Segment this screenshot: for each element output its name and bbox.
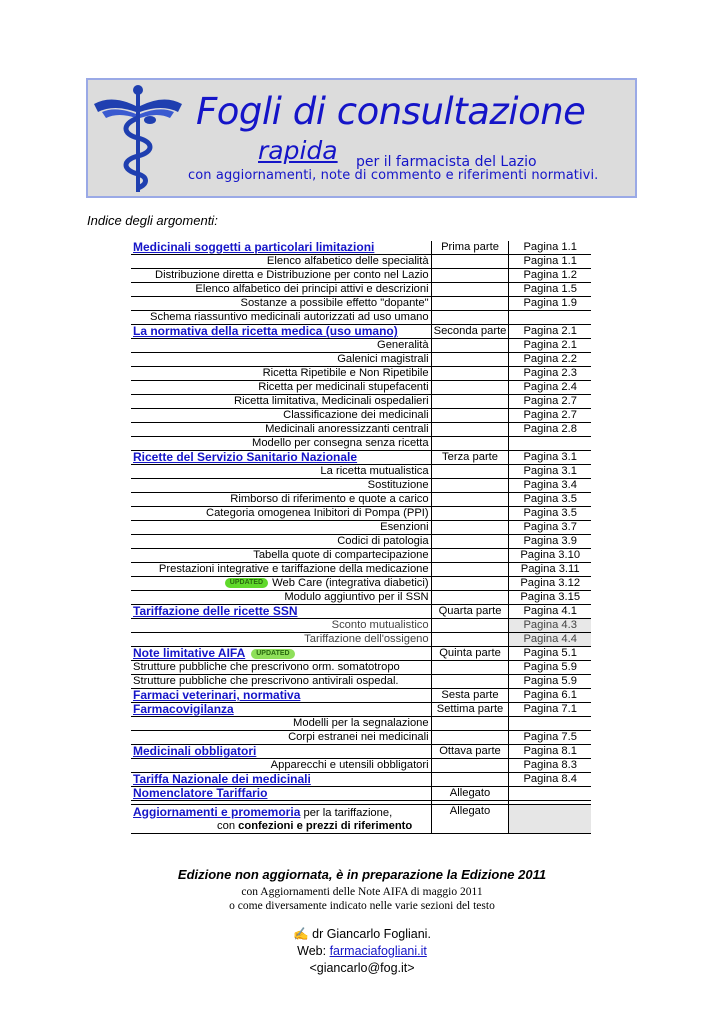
- toc-part: [431, 297, 509, 311]
- subtitle-farmacista: per il farmacista del Lazio: [356, 154, 537, 170]
- toc-part: [431, 423, 509, 437]
- toc-item-row: [131, 563, 591, 577]
- toc-topic: Codici di patologia: [131, 535, 431, 549]
- toc-item-row: [131, 717, 591, 731]
- toc-part: [431, 633, 509, 647]
- toc-topic: Sostanze a possibile effetto "dopante": [131, 297, 431, 311]
- toc-part: Terza parte: [431, 451, 509, 465]
- toc-topic[interactable]: La normativa della ricetta medica (uso umano): [131, 325, 431, 339]
- toc-item-row: [131, 619, 591, 633]
- toc-topic[interactable]: Medicinali soggetti a particolari limitazioni: [131, 241, 431, 255]
- toc-page: Pagina 5.1: [509, 647, 591, 661]
- toc-topic-label: Web Care (integrativa diabetici): [272, 577, 429, 589]
- toc-page: Pagina 4.4: [509, 633, 591, 647]
- toc-part: [431, 381, 509, 395]
- toc-topic: Ricetta Ripetibile e Non Ripetibile: [131, 367, 431, 381]
- toc-item-row: [131, 479, 591, 493]
- toc-part: [431, 353, 509, 367]
- toc-part: [431, 493, 509, 507]
- toc-item-row: [131, 675, 591, 689]
- toc-page: Pagina 3.12: [509, 577, 591, 591]
- toc-page: Pagina 2.2: [509, 353, 591, 367]
- toc-section-row: [131, 773, 591, 787]
- toc-page: Pagina 3.7: [509, 521, 591, 535]
- toc-part: [431, 437, 509, 451]
- toc-page: Pagina 1.2: [509, 269, 591, 283]
- toc-item-row: [131, 759, 591, 773]
- toc-page: Pagina 8.1: [509, 745, 591, 759]
- toc-item-row: [131, 465, 591, 479]
- toc-part: Ottava parte: [431, 745, 509, 759]
- toc-section-row: [131, 745, 591, 759]
- toc-item-row: [131, 269, 591, 283]
- toc-part: [431, 619, 509, 633]
- toc-part: [431, 563, 509, 577]
- toc-page: Pagina 2.8: [509, 423, 591, 437]
- toc-part: [431, 339, 509, 353]
- edition-note-2: o come diversamente indicato nelle varie sezioni del testo: [229, 900, 495, 912]
- toc-topic: Elenco alfabetico delle specialità: [131, 255, 431, 269]
- toc-page: Pagina 3.1: [509, 451, 591, 465]
- toc-page: Pagina 4.3: [509, 619, 591, 633]
- toc-page: Pagina 2.3: [509, 367, 591, 381]
- document-title: Fogli di consultazione: [196, 90, 586, 133]
- toc-item-row: [131, 437, 591, 451]
- updated-badge: UPDATED: [251, 649, 294, 659]
- toc-topic: Categoria omogenea Inibitori di Pompa (PPI): [131, 507, 431, 521]
- toc-page: Pagina 3.4: [509, 479, 591, 493]
- toc-topic: Tabella quote di compartecipazione: [131, 549, 431, 563]
- toc-item-row: [131, 339, 591, 353]
- toc-topic: Prestazioni integrative e tariffazione della medicazione: [131, 563, 431, 577]
- toc-topic[interactable]: Farmaci veterinari, normativa: [131, 689, 431, 703]
- toc-topic[interactable]: Nomenclatore Tariffario: [131, 787, 431, 801]
- toc-item-row: [131, 255, 591, 269]
- toc-page: Pagina 1.1: [509, 241, 591, 255]
- toc-part: [431, 521, 509, 535]
- toc-part: Allegato: [431, 805, 509, 834]
- toc-topic: [131, 577, 431, 591]
- toc-page: [509, 787, 591, 801]
- subtitle-rapida: rapida: [258, 136, 338, 165]
- edition-notice: Edizione non aggiornata, è in preparazione la Edizione 2011: [177, 867, 547, 882]
- toc-topic[interactable]: Medicinali obbligatori: [131, 745, 431, 759]
- toc-page: [509, 437, 591, 451]
- toc-topic: Modelli per la segnalazione: [131, 717, 431, 731]
- toc-part: [431, 465, 509, 479]
- toc-part: [431, 591, 509, 605]
- toc-topic: Schema riassuntivo medicinali autorizzati ad uso umano: [131, 311, 431, 325]
- toc-topic[interactable]: [131, 647, 431, 661]
- toc-topic: Tariffazione dell'ossigeno: [131, 633, 431, 647]
- pen-icon: ✍: [293, 927, 309, 941]
- toc-page: Pagina 2.7: [509, 409, 591, 423]
- website-link[interactable]: farmaciafogliani.it: [329, 944, 427, 958]
- toc-section-row: [131, 787, 591, 801]
- toc-topic: La ricetta mutualistica: [131, 465, 431, 479]
- toc-part: [431, 661, 509, 675]
- toc-part: [431, 395, 509, 409]
- toc-page: Pagina 1.1: [509, 255, 591, 269]
- toc-part: [431, 731, 509, 745]
- toc-page: Pagina 8.4: [509, 773, 591, 787]
- toc-item-row: [131, 521, 591, 535]
- toc-item-row: [131, 577, 591, 591]
- subtitle-aggiornamenti: con aggiornamenti, note di commento e riferimenti normativi.: [188, 168, 599, 183]
- toc-topic: Generalità: [131, 339, 431, 353]
- toc-item-row: [131, 381, 591, 395]
- toc-page: Pagina 3.11: [509, 563, 591, 577]
- toc-part: [431, 367, 509, 381]
- toc-section-row: [131, 605, 591, 619]
- aggiornamenti-rest: per la tariffazione,: [300, 806, 393, 819]
- toc-item-row: [131, 395, 591, 409]
- toc-topic: Sostituzione: [131, 479, 431, 493]
- toc-part: [431, 535, 509, 549]
- toc-page: Pagina 2.7: [509, 395, 591, 409]
- toc-page: Pagina 8.3: [509, 759, 591, 773]
- toc-topic: Ricetta per medicinali stupefacenti: [131, 381, 431, 395]
- toc-page: Pagina 3.5: [509, 507, 591, 521]
- toc-page: [509, 311, 591, 325]
- toc-part: [431, 577, 509, 591]
- toc-item-row: [131, 297, 591, 311]
- toc-page: Pagina 5.9: [509, 675, 591, 689]
- toc-item-row: [131, 409, 591, 423]
- toc-page: Pagina 1.5: [509, 283, 591, 297]
- toc-page: Pagina 3.10: [509, 549, 591, 563]
- toc-item-row: [131, 591, 591, 605]
- toc-item-row: [131, 283, 591, 297]
- aggiornamenti-link[interactable]: Aggiornamenti e promemoria: [133, 804, 301, 819]
- toc-topic: Galenici magistrali: [131, 353, 431, 367]
- toc-page: Pagina 1.9: [509, 297, 591, 311]
- toc-page: Pagina 7.1: [509, 703, 591, 717]
- toc-page: Pagina 3.5: [509, 493, 591, 507]
- toc-topic: Modulo aggiuntivo per il SSN: [131, 591, 431, 605]
- toc-topic: Rimborso di riferimento e quote a carico: [131, 493, 431, 507]
- edition-note-1: con Aggiornamenti delle Note AIFA di maggio 2011: [241, 886, 483, 898]
- toc-page: Pagina 6.1: [509, 689, 591, 703]
- toc-part: Allegato: [431, 787, 509, 801]
- toc-item-row: [131, 535, 591, 549]
- toc-section-row: [131, 647, 591, 661]
- toc-item-row: [131, 493, 591, 507]
- toc-aggiornamenti-row: [131, 805, 591, 834]
- toc-page: Pagina 3.1: [509, 465, 591, 479]
- toc-aggiornamenti-topic: [131, 805, 431, 834]
- toc-part: Seconda parte: [431, 325, 509, 339]
- toc-page: Pagina 2.1: [509, 339, 591, 353]
- toc-topic: Modello per consegna senza ricetta: [131, 437, 431, 451]
- toc-part: [431, 759, 509, 773]
- toc-part: [431, 283, 509, 297]
- toc-section-row: [131, 241, 591, 255]
- toc-part: [431, 773, 509, 787]
- toc-part: Prima parte: [431, 241, 509, 255]
- toc-page: Pagina 2.4: [509, 381, 591, 395]
- caduceus-logo: [92, 82, 184, 194]
- toc-section-row: [131, 703, 591, 717]
- toc-table: [131, 241, 591, 834]
- aggiornamenti-bold: confezioni e prezzi di riferimento: [238, 819, 413, 832]
- toc-section-row: [131, 451, 591, 465]
- toc-part: [431, 311, 509, 325]
- signature-block: [0, 926, 724, 977]
- toc-topic[interactable]: Tariffa Nazionale dei medicinali: [131, 773, 431, 787]
- toc-page: [509, 717, 591, 731]
- toc-page: [509, 805, 591, 834]
- toc-part: [431, 255, 509, 269]
- toc-topic[interactable]: Ricette del Servizio Sanitario Nazionale: [131, 451, 431, 465]
- toc-item-row: [131, 633, 591, 647]
- toc-topic: Distribuzione diretta e Distribuzione per conto nel Lazio: [131, 269, 431, 283]
- toc-page: Pagina 4.1: [509, 605, 591, 619]
- toc-topic[interactable]: Tariffazione delle ricette SSN: [131, 605, 431, 619]
- author-email[interactable]: <giancarlo@fog.it>: [309, 961, 415, 975]
- index-heading: Indice degli argomenti:: [87, 213, 218, 228]
- toc-page: Pagina 3.9: [509, 535, 591, 549]
- edition-notes: [0, 885, 724, 913]
- toc-part: Settima parte: [431, 703, 509, 717]
- toc-topic: Strutture pubbliche che prescrivono orm. somatotropo: [131, 661, 431, 675]
- toc-topic[interactable]: Farmacovigilanza: [131, 703, 431, 717]
- toc-page: Pagina 3.15: [509, 591, 591, 605]
- toc-part: [431, 717, 509, 731]
- updated-badge: UPDATED: [225, 578, 268, 588]
- toc-section-row: [131, 325, 591, 339]
- toc-part: Quarta parte: [431, 605, 509, 619]
- toc-topic: Apparecchi e utensili obbligatori: [131, 759, 431, 773]
- toc-item-row: [131, 423, 591, 437]
- author-name: dr Giancarlo Fogliani.: [312, 927, 431, 941]
- toc-topic: Corpi estranei nei medicinali: [131, 731, 431, 745]
- toc-part: Sesta parte: [431, 689, 509, 703]
- toc-topic: Esenzioni: [131, 521, 431, 535]
- toc-topic: Sconto mutualistico: [131, 619, 431, 633]
- toc-item-row: [131, 549, 591, 563]
- web-label: Web:: [297, 944, 330, 958]
- toc-section-row: [131, 689, 591, 703]
- toc-page: Pagina 5.9: [509, 661, 591, 675]
- toc-item-row: [131, 367, 591, 381]
- toc-page: Pagina 7.5: [509, 731, 591, 745]
- toc-part: [431, 549, 509, 563]
- toc-item-row: [131, 353, 591, 367]
- toc-item-row: [131, 311, 591, 325]
- toc-item-row: [131, 731, 591, 745]
- toc-part: [431, 507, 509, 521]
- toc-page: Pagina 2.1: [509, 325, 591, 339]
- toc-topic: Elenco alfabetico dei principi attivi e descrizioni: [131, 283, 431, 297]
- toc-item-row: [131, 661, 591, 675]
- toc-part: [431, 409, 509, 423]
- toc-topic-label[interactable]: Note limitative AIFA: [133, 646, 246, 660]
- toc-part: [431, 269, 509, 283]
- toc-part: [431, 675, 509, 689]
- toc-topic: Classificazione dei medicinali: [131, 409, 431, 423]
- toc-topic: Strutture pubbliche che prescrivono antivirali ospedal.: [131, 675, 431, 689]
- toc-item-row: [131, 507, 591, 521]
- toc-part: Quinta parte: [431, 647, 509, 661]
- header-box: [86, 78, 637, 198]
- toc-topic: Medicinali anoressizzanti centrali: [131, 423, 431, 437]
- toc-topic: Ricetta limitativa, Medicinali ospedalieri: [131, 395, 431, 409]
- aggiornamenti-pre: con: [217, 819, 239, 832]
- toc-part: [431, 479, 509, 493]
